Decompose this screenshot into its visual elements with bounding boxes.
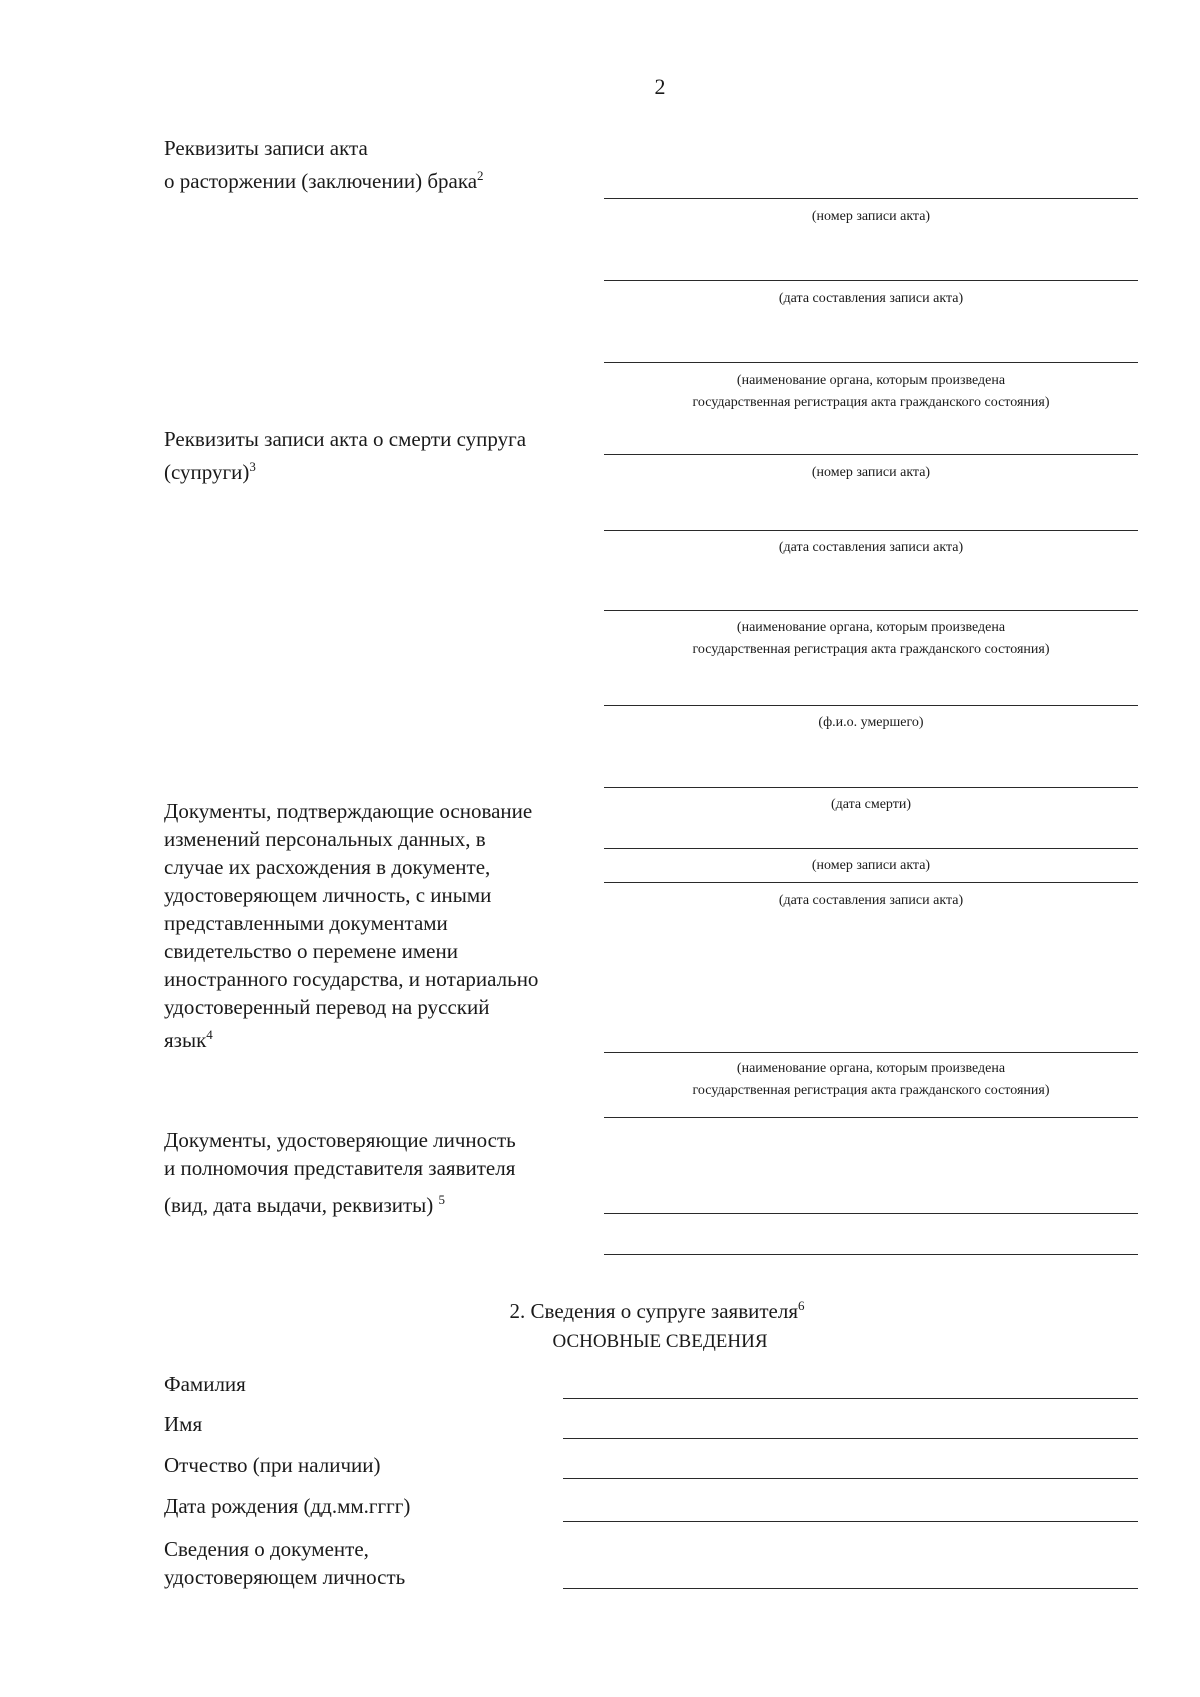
footnote-5: 5 [438,1192,446,1207]
section-2-subheading: ОСНОВНЫЕ СВЕДЕНИЯ [552,1331,768,1352]
representative-label [164,1126,516,1219]
section-2-heading-text: 2. Сведения о супруге заявителя [509,1299,798,1323]
patronymic-line[interactable] [563,1478,1138,1479]
death-date-line[interactable] [604,787,1138,788]
marriage-record-organ-caption [606,370,1136,414]
birth-date-label: Дата рождения (дд.мм.гггг) [164,1494,411,1518]
representative-label-line1: Документы, удостоверяющие личность [164,1128,516,1152]
footnote-4: 4 [206,1027,213,1042]
death-record-organ-caption [606,617,1136,661]
change-documents-line-8: удостоверенный перевод на русский [164,995,490,1019]
change-documents-line-1: Документы, подтверждающие основание [164,799,533,823]
death-record-date-line[interactable] [604,530,1138,531]
death-record-organ-caption-line2: государственная регистрация акта гражданского состояния) [692,642,1050,657]
surname-line[interactable] [563,1398,1138,1399]
marriage-record-date-line[interactable] [604,280,1138,281]
death-date-caption: (дата смерти) [830,797,911,812]
marriage-record-date-caption: (дата составления записи акта) [778,291,964,306]
id-document-label-line2: удостоверяющем личность [164,1565,406,1589]
representative-label-line2: и полномочия представителя заявителя [164,1156,516,1180]
id-document-line[interactable] [563,1588,1138,1589]
death-record-number-caption: (номер записи акта) [811,465,931,480]
deceased-fio-caption: (ф.и.о. умершего) [818,715,924,730]
surname-label: Фамилия [164,1372,246,1396]
marriage-record-label [164,134,484,195]
page-number: 2 [654,74,666,99]
footnote-3: 3 [249,459,256,474]
name-label: Имя [164,1412,203,1436]
change-documents-line-2: изменений персональных данных, в [164,827,486,851]
id-document-label-line1: Сведения о документе, [164,1537,369,1561]
change-documents-line-3: случае их расхождения в документе, [164,855,491,879]
marriage-record-number-line[interactable] [604,198,1138,199]
deceased-fio-line[interactable] [604,705,1138,706]
death-record-label-line2: (супруги) [164,460,250,484]
marriage-record-organ-caption-line2: государственная регистрация акта гражданского состояния) [692,395,1050,410]
death-record-label [164,425,526,486]
death-record-label-line1: Реквизиты записи акта о смерти супруга [164,427,527,451]
change-documents-organ-caption-line2: государственная регистрация акта гражданского состояния) [692,1083,1050,1098]
section-2-heading [0,1298,1200,1324]
id-document-label [164,1535,405,1591]
footnote-2: 2 [477,168,484,183]
representative-line-1[interactable] [604,1117,1138,1118]
birth-date-line[interactable] [563,1521,1138,1522]
patronymic-label: Отчество (при наличии) [164,1453,381,1477]
change-documents-line-7: иностранного государства, и нотариально [164,967,539,991]
marriage-record-number-caption: (номер записи акта) [811,209,931,224]
marriage-record-label-line1: Реквизиты записи акта [164,136,368,160]
change-documents-organ-caption [606,1058,1136,1102]
marriage-record-organ-line[interactable] [604,362,1138,363]
change-documents-label [164,797,600,1054]
name-line[interactable] [563,1438,1138,1439]
marriage-record-organ-caption-line1: (наименование органа, которым произведена [736,373,1006,388]
representative-line-3[interactable] [604,1254,1138,1255]
death-record-organ-line[interactable] [604,610,1138,611]
death-record-date-caption: (дата составления записи акта) [778,540,964,555]
change-documents-number-caption: (номер записи акта) [811,858,931,873]
change-documents-line-4: удостоверяющем личность, с иными [164,883,492,907]
death-record-number-line[interactable] [604,454,1138,455]
marriage-record-label-line2: о расторжении (заключении) брака [164,169,478,193]
death-record-organ-caption-line1: (наименование органа, которым произведена [736,620,1006,635]
footnote-6: 6 [797,1298,805,1313]
change-documents-date-line[interactable] [604,882,1138,883]
change-documents-number-line[interactable] [604,848,1138,849]
change-documents-organ-line[interactable] [604,1052,1138,1053]
change-documents-organ-caption-line1: (наименование органа, которым произведена [736,1061,1006,1076]
change-documents-last-line: язык [164,1028,207,1052]
change-documents-date-caption: (дата составления записи акта) [778,893,964,908]
representative-label-line3: (вид, дата выдачи, реквизиты) [164,1193,434,1217]
representative-line-2[interactable] [604,1213,1138,1214]
change-documents-line-5: представленными документами [164,911,448,935]
change-documents-line-6: свидетельство о перемене имени [164,939,458,963]
